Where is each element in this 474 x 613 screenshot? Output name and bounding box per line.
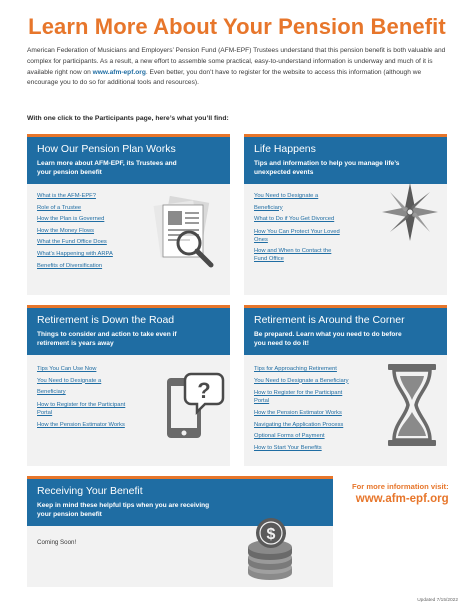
svg-text:$: $ [266,526,276,543]
svg-text:?: ? [197,378,211,403]
link-divorced[interactable]: What to Do if You Get Divorced [254,216,335,223]
link-role-of-trustee[interactable]: Role of a Trustee [37,204,82,211]
coin-stack-icon [237,513,303,583]
link-fund-office[interactable]: What the Fund Office Does [37,239,107,246]
intro-text: American Federation of Musicians and Employers’ Pension Fund (AFM-EPF) Trustees understand that this pension benefit is both valuable and complex for participants. As a result, a new effort to assemble some practical, easy-to-understand information is underway and much of it is available right now on [27,47,446,76]
intro-paragraph [27,46,449,89]
hourglass-icon [384,362,440,448]
link-designate-beneficiary[interactable]: You Need to Designate a Beneficiary [37,377,102,396]
coming-soon-text: Coming Soon! [37,539,77,546]
card-subtitle: Tips and information to help you manage life’s unexpected events [254,160,400,176]
link-start-benefits[interactable]: How to Start Your Benefits [254,444,322,451]
link-application-process[interactable]: Navigating the Application Process [254,421,344,428]
link-designate-beneficiary[interactable]: You Need to Designate a Beneficiary [254,377,349,384]
link-what-is-afm-epf[interactable]: What is the AFM-EPF? [37,193,96,199]
page-title: Learn More About Your Pension Benefit [28,14,446,39]
card-header [27,308,230,355]
card-pension-plan [27,134,230,295]
more-info [352,482,449,505]
link-pension-estimator[interactable]: How the Pension Estimator Works [254,410,342,417]
link-tips-now[interactable]: Tips You Can Use Now [37,366,97,372]
link-list [37,191,113,272]
link-forms-of-payment[interactable]: Optional Forms of Payment [254,433,325,440]
card-subtitle: Learn more about AFM-EPF, its Trustees and your pension benefit [37,160,177,176]
card-title: Receiving Your Benefit [37,485,143,497]
link-approaching-retirement[interactable]: Tips for Approaching Retirement [254,366,337,372]
link-pension-estimator[interactable]: How the Pension Estimator Works [37,421,125,428]
link-diversification[interactable]: Benefits of Diversification [37,262,103,269]
card-title: How Our Pension Plan Works [37,143,176,155]
card-title: Life Happens [254,143,316,155]
link-protect-loved-ones[interactable]: How You Can Protect Your Loved Ones [254,228,340,243]
card-header [244,137,447,184]
card-subtitle: Be prepared. Learn what you need to do before you need to do it! [254,331,402,347]
link-list [254,191,344,266]
link-contact-fund-office[interactable]: How and When to Contact the Fund Office [254,247,332,262]
link-arpa[interactable]: What’s Happening with ARPA [37,250,113,257]
link-register-portal[interactable]: How to Register for the Participant Portal [254,390,343,405]
card-retirement-down-road [27,305,230,466]
intro-text-end: . Even better, you don’t have to register for the website to access this information (although we encourage you to do so for additional tools and resources). [27,68,422,87]
card-subtitle: Things to consider and action to take even if retirement is years away [37,331,177,347]
card-header [244,308,447,355]
link-plan-governed[interactable]: How the Plan is Governed [37,216,105,223]
card-title: Retirement is Around the Corner [254,314,405,326]
more-info-website-link[interactable]: www.afm-epf.org [355,493,449,505]
card-title: Retirement is Down the Road [37,314,175,326]
card-retirement-around-corner [244,305,447,466]
link-money-flows[interactable]: How the Money Flows [37,227,95,234]
compass-star-icon [378,179,442,245]
updated-date: Updated 7/15/2022 [417,598,458,603]
link-register-portal[interactable]: How to Register for the Participant Portal [37,401,126,416]
card-life-happens [244,134,447,295]
phone-question-icon [161,364,227,446]
intro-website-link[interactable]: www.afm-epf.org [92,68,146,76]
lead-text: With one click to the Participants page, here’s what you’ll find: [27,115,229,122]
card-subtitle: Keep in mind these helpful tips when you are receiving your pension benefit [37,502,210,518]
card-receiving-benefit [27,476,333,587]
documents-magnifier-icon [145,193,225,273]
more-info-label: For more information visit: [352,482,449,491]
card-header [27,137,230,184]
link-list [254,364,354,455]
link-list [37,364,127,431]
link-designate-beneficiary[interactable]: You Need to Designate a Beneficiary [254,193,319,211]
